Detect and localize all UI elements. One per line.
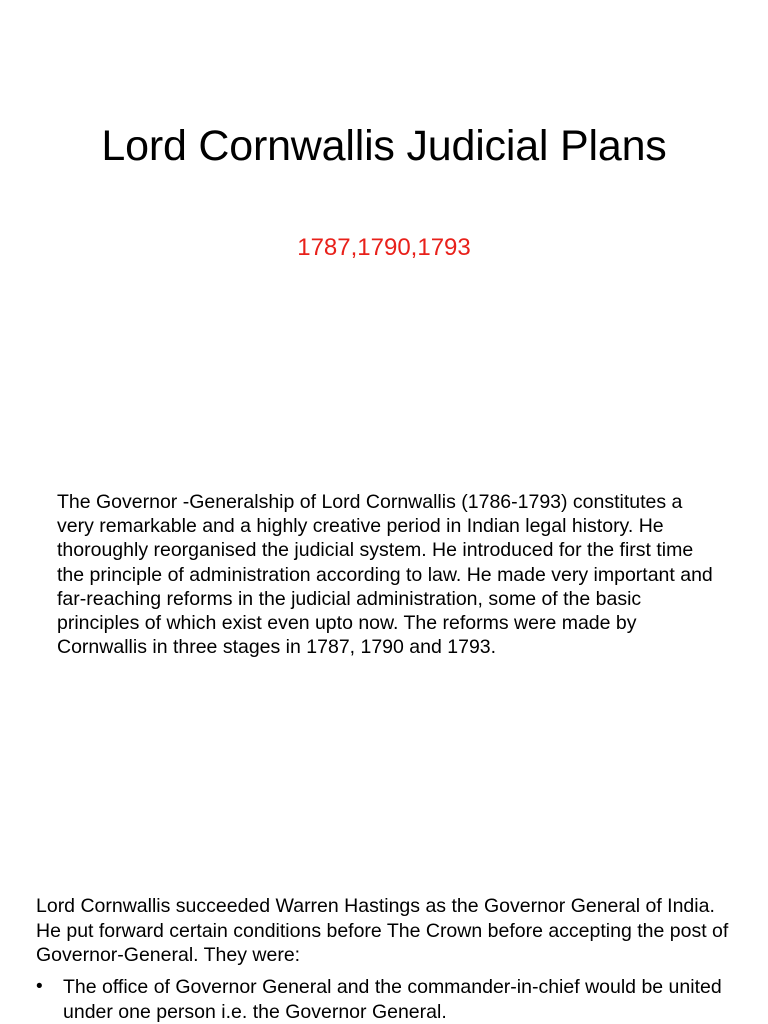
- list-item-text: The office of Governor General and the commander-in-chief would be united under one person i.e. the Governor General.: [63, 976, 722, 1023]
- slide-subtitle-years: 1787,1790,1793: [297, 234, 471, 261]
- slide-title: Lord Cornwallis Judicial Plans: [101, 122, 667, 170]
- conditions-intro-paragraph: Lord Cornwallis succeeded Warren Hastings as the Governor General of India. He put forward certain conditions before The Crown before accepting the post of Governor-General. They were:: [36, 895, 729, 966]
- intro-paragraph: The Governor -Generalship of Lord Cornwallis (1786-1793) constitutes a very remarkable and a highly creative period in Indian legal history. He thoroughly reorganised the judicial system. He introduced for the first time the principle of administration according to law. He made very important and far-reaching reforms in the judicial administration, some of the basic principles of which exist even upto now. The reforms were made by Cornwallis in three stages in 1787, 1790 and 1793.: [57, 491, 713, 659]
- list-item: [36, 975, 736, 1024]
- bullet-icon: •: [36, 976, 43, 997]
- conditions-list: [36, 975, 736, 1024]
